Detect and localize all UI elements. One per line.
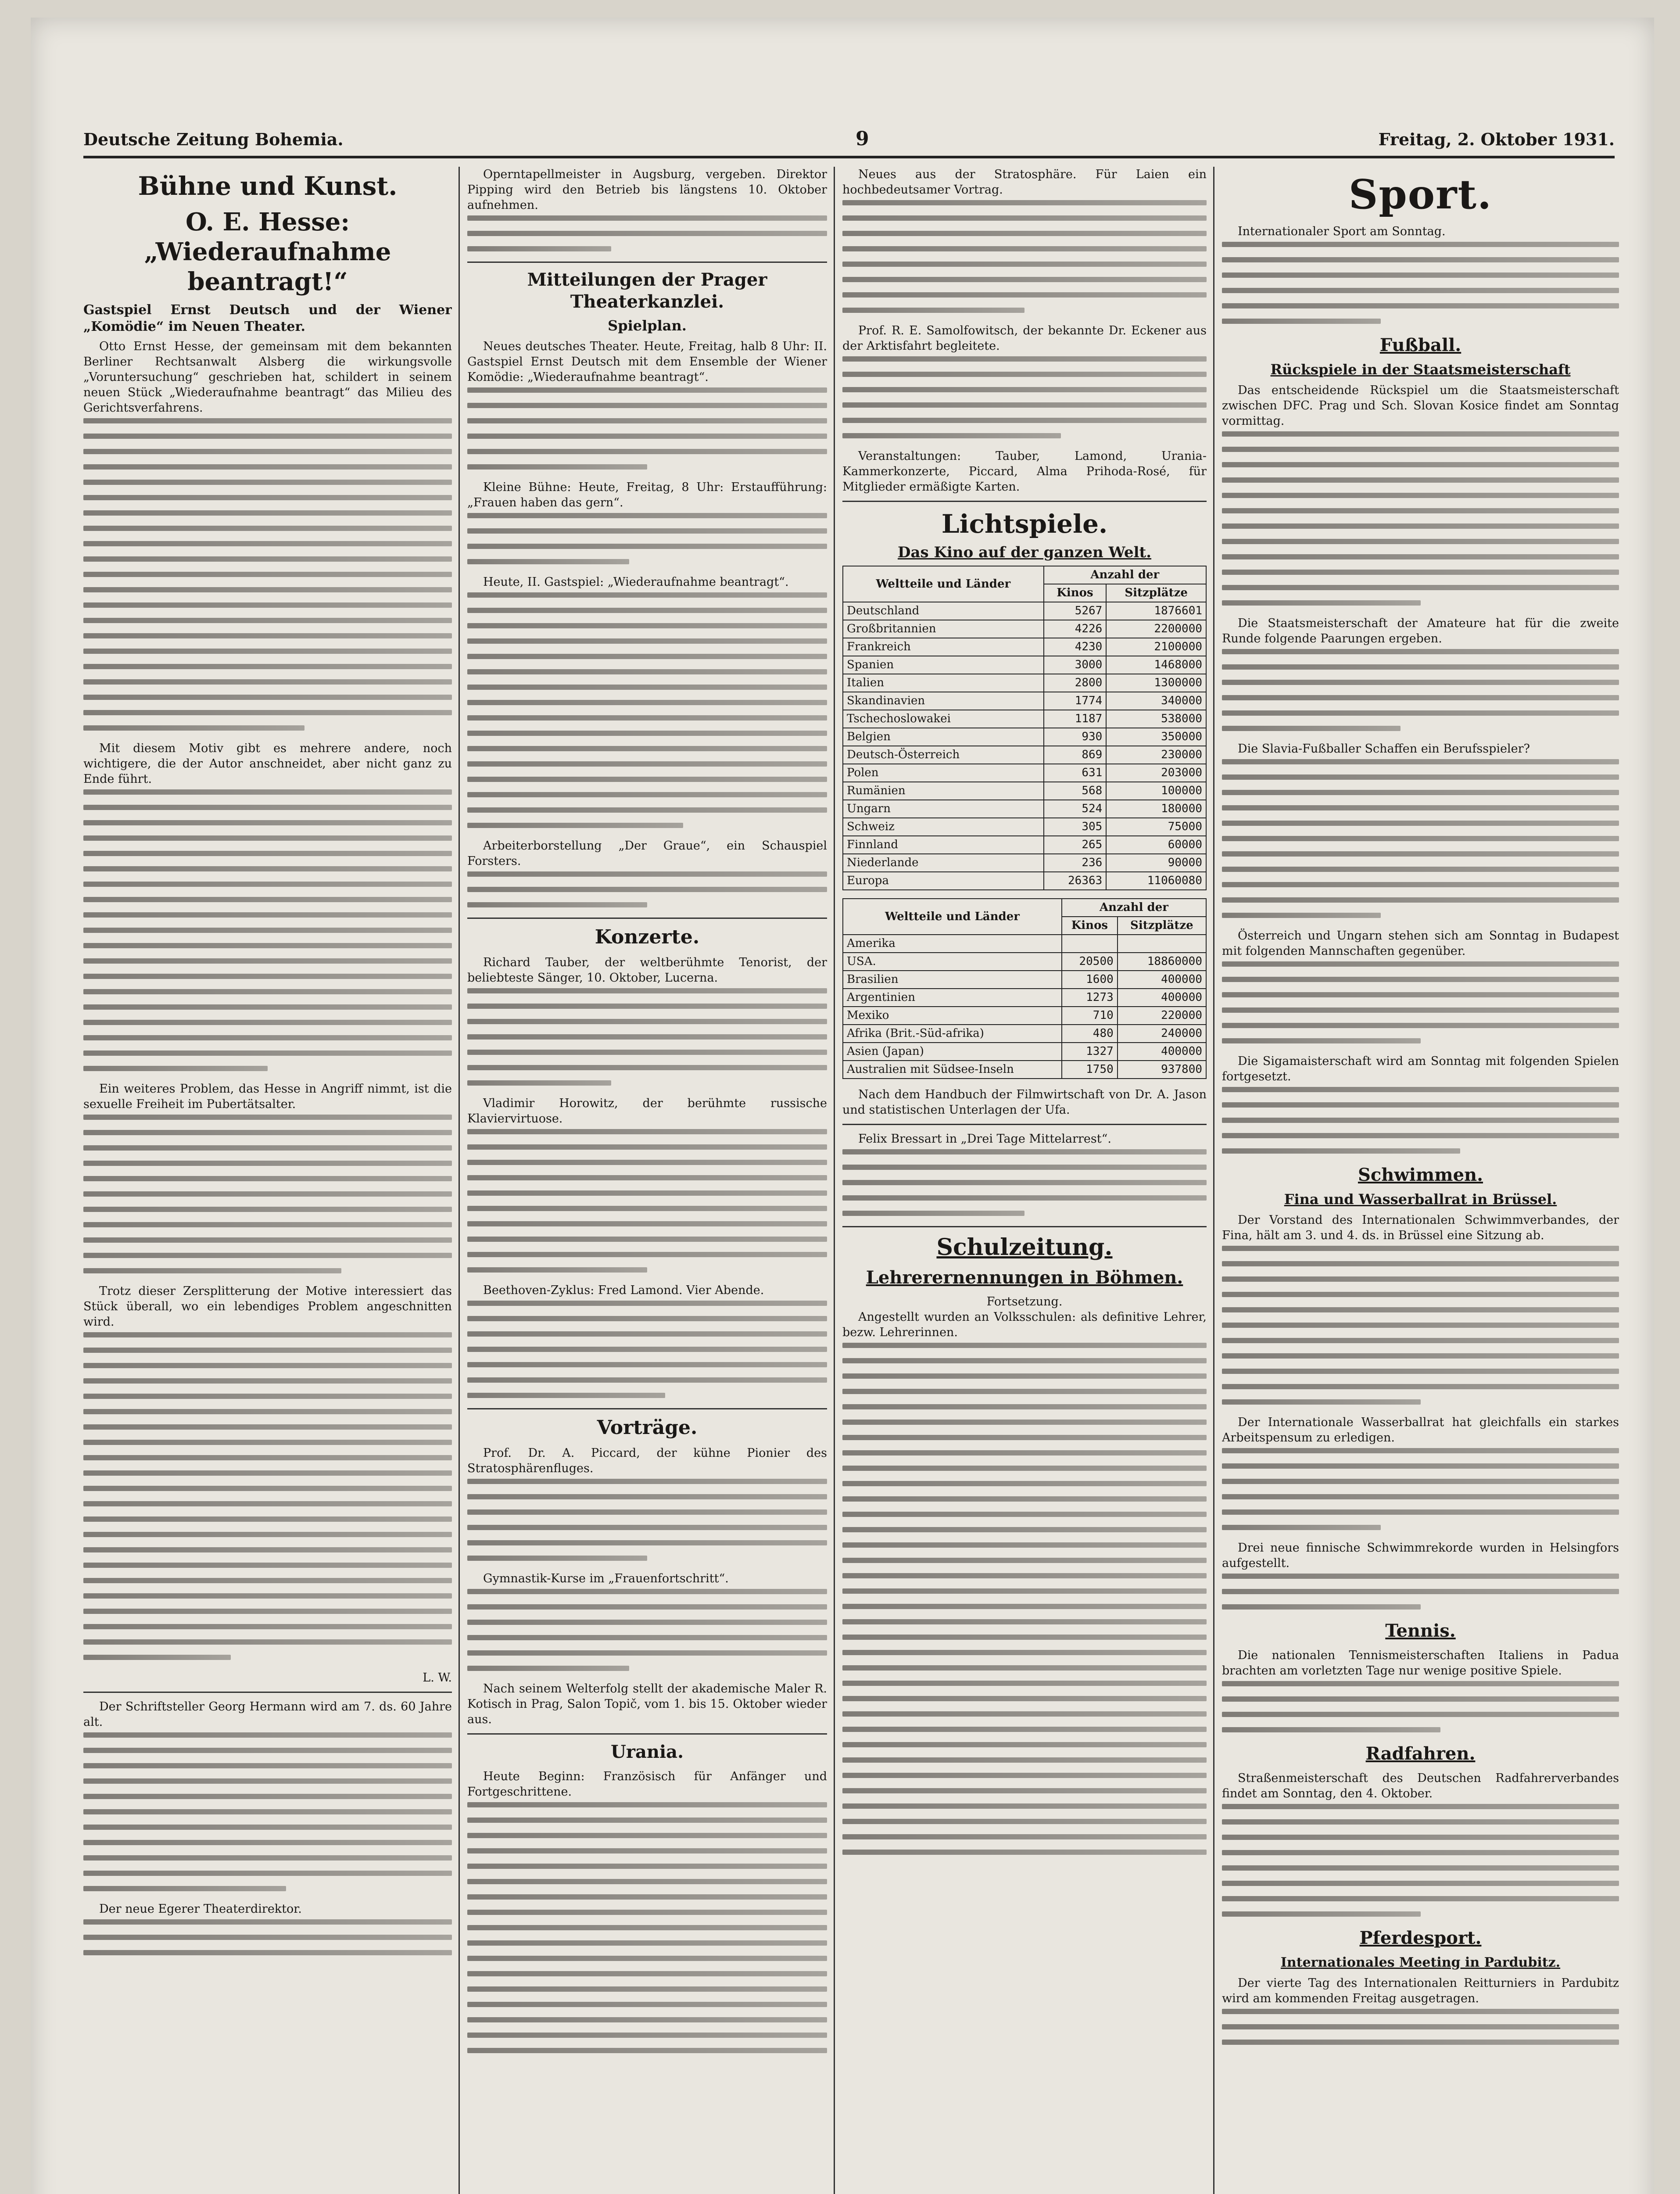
- subheading-schwimmen: Schwimmen.: [1358, 1165, 1483, 1185]
- table-row: [843, 935, 1206, 953]
- news-item: Angestellt wurden an Volksschulen: als definitive Lehrer, bezw. Lehrerinnen.: [842, 1310, 1207, 1339]
- divider: [467, 1408, 827, 1409]
- illegible-text-block: [1222, 242, 1619, 324]
- seats-cell: 1300000: [1106, 674, 1206, 692]
- section-heading-urania: Urania.: [611, 1742, 684, 1762]
- country-cell: Großbritannien: [843, 620, 1044, 638]
- cinemas-cell: 4230: [1044, 638, 1107, 656]
- cinemas-cell: 236: [1044, 854, 1107, 872]
- table-row: [843, 989, 1206, 1007]
- concert-item: Vladimir Horowitz, der berühmte russische Klaviervirtuose.: [467, 1097, 827, 1126]
- illegible-text-block: [83, 1332, 452, 1660]
- seats-cell: 90000: [1106, 854, 1206, 872]
- divider: [467, 1733, 827, 1735]
- table-row: [843, 620, 1206, 638]
- table-row: [843, 1007, 1206, 1025]
- news-item: Prof. R. E. Samolfowitsch, der bekannte Dr. Eckener aus der Arktisfahrt begleitete.: [842, 324, 1207, 353]
- divider: [842, 1124, 1207, 1125]
- table-header: Kinos: [1044, 584, 1107, 602]
- column-3: [842, 167, 1207, 2194]
- divider: [467, 262, 827, 263]
- cinemas-cell: 1600: [1062, 971, 1118, 989]
- table-row: [843, 800, 1206, 818]
- table-row: [843, 818, 1206, 836]
- table-header: Anzahl der: [1044, 566, 1206, 584]
- cinemas-cell: 1774: [1044, 692, 1107, 710]
- illegible-text-block: [467, 1301, 827, 1398]
- lecture-item: Nach seinem Welterfolg stellt der akademische Maler R. Kotisch in Prag, Salon Topič, vom 1. bis 15. Oktober wieder aus.: [467, 1682, 827, 1726]
- illegible-text-block: [467, 592, 827, 828]
- table-header: Weltteile und Länder: [843, 566, 1044, 602]
- article-subtitle: Gastspiel Ernst Deutsch und der Wiener „Komödie“ im Neuen Theater.: [83, 302, 452, 334]
- section-heading-vortraege: Vorträge.: [597, 1416, 698, 1439]
- section-heading-schulzeitung: Schulzeitung.: [936, 1234, 1113, 1261]
- column-2: [467, 167, 827, 2194]
- news-item: Drei neue finnische Schwimmrekorde wurden in Helsingfors aufgestellt.: [1222, 1541, 1619, 1570]
- table-header: Anzahl der: [1062, 899, 1206, 917]
- illegible-text-block: [1222, 1804, 1619, 1917]
- illegible-text-block: [467, 1589, 827, 1671]
- subheading-fussball: Fußball.: [1379, 335, 1461, 355]
- table-header: Weltteile und Länder: [843, 899, 1062, 935]
- seats-cell: 1468000: [1106, 656, 1206, 674]
- article-paragraph: Ein weiteres Problem, das Hesse in Angriff nimmt, ist die sexuelle Freiheit im Pubertätsalter.: [83, 1082, 452, 1111]
- illegible-text-block: [1222, 1574, 1619, 1610]
- continuation-note: Fortsetzung.: [986, 1295, 1063, 1309]
- news-item: Das entscheidende Rückspiel um die Staatsmeisterschaft zwischen DFC. Prag und Sch. Slovan Kosice findet am Sonntag vormittag.: [1222, 384, 1619, 428]
- cinemas-cell: 480: [1062, 1025, 1118, 1043]
- illegible-text-block: [842, 356, 1207, 438]
- illegible-text-block: [83, 1732, 452, 1891]
- seats-cell: 220000: [1118, 1007, 1206, 1025]
- news-item: Österreich und Ungarn stehen sich am Sonntag in Budapest mit folgenden Mannschaften gegenüber.: [1222, 929, 1619, 958]
- issue-date: Freitag, 2. Oktober 1931.: [1378, 129, 1615, 149]
- newspaper-page: [31, 18, 1654, 2194]
- news-item: Der Internationale Wasserballrat hat gleichfalls ein starkes Arbeitspensum zu erledigen.: [1222, 1416, 1619, 1445]
- column-1: [83, 167, 452, 2194]
- running-header: [83, 125, 1615, 158]
- country-cell: Frankreich: [843, 638, 1044, 656]
- seats-cell: 60000: [1106, 836, 1206, 854]
- illegible-text-block: [1222, 649, 1619, 731]
- illegible-text-block: [83, 1115, 452, 1273]
- illegible-text-block: [467, 387, 827, 470]
- illegible-text-block: [1222, 759, 1619, 918]
- illegible-text-block: [1222, 1681, 1619, 1732]
- country-cell: Deutschland: [843, 602, 1044, 620]
- news-item: Straßenmeisterschaft des Deutschen Radfahrerverbandes findet am Sonntag, den 4. Oktober.: [1222, 1771, 1619, 1800]
- illegible-text-block: [467, 1802, 827, 2053]
- table-row: [843, 1025, 1206, 1043]
- seats-cell: 230000: [1106, 746, 1206, 764]
- news-item: Der vierte Tag des Internationalen Reitturniers in Pardubitz wird am kommenden Freitag ausgetragen.: [1222, 1976, 1619, 2005]
- concert-item: Beethoven-Zyklus: Fred Lamond. Vier Abende.: [483, 1283, 764, 1297]
- subheading-spielplan: Spielplan.: [608, 317, 687, 334]
- cinemas-cell: 869: [1044, 746, 1107, 764]
- country-cell: Brasilien: [843, 971, 1062, 989]
- table-row: [843, 971, 1206, 989]
- seats-cell: 75000: [1106, 818, 1206, 836]
- subheading-tennis: Tennis.: [1385, 1620, 1456, 1641]
- country-cell: Italien: [843, 674, 1044, 692]
- cinemas-cell: 3000: [1044, 656, 1107, 674]
- illegible-text-block: [1222, 2009, 1619, 2045]
- article-paragraph: Mit diesem Motiv gibt es mehrere andere, noch wichtigere, die der Autor anschneidet, aber nicht ganz zu Ende führt.: [83, 742, 452, 786]
- table-row: [843, 836, 1206, 854]
- article-signature: L. W.: [423, 1671, 452, 1685]
- program-item: Arbeiterborstellung „Der Graue“, ein Schauspiel Forsters.: [467, 839, 827, 868]
- cinemas-cell: 265: [1044, 836, 1107, 854]
- country-cell: USA.: [843, 953, 1062, 971]
- news-item: Die Slavia-Fußballer Schaffen ein Berufsspieler?: [1238, 742, 1530, 756]
- table-row: [843, 1061, 1206, 1079]
- table-row: [843, 710, 1206, 728]
- country-cell: Schweiz: [843, 818, 1044, 836]
- subheading-meeting: Internationales Meeting in Pardubitz.: [1280, 1955, 1561, 1970]
- table-row: [843, 854, 1206, 872]
- cinemas-cell: 5267: [1044, 602, 1107, 620]
- illegible-text-block: [467, 871, 827, 907]
- table-row: [843, 692, 1206, 710]
- news-item: Die Sigamaisterschaft wird am Sonntag mit folgenden Spielen fortgesetzt.: [1222, 1054, 1619, 1083]
- illegible-text-block: [467, 215, 827, 251]
- news-item: Die nationalen Tennismeisterschaften Italiens in Padua brachten am vorletzten Tage nur wenige positive Spiele.: [1222, 1649, 1619, 1678]
- news-item: Internationaler Sport am Sonntag.: [1238, 225, 1446, 238]
- article-paragraph: Otto Ernst Hesse, der gemeinsam mit dem bekannten Berliner Rechtsanwalt Alsberg die wirkungsvolle „Voruntersuchung“ geschrieben hat, schildert in seinem neuen Stück „Wiederaufnahme beantragt“ das Milieu des Gerichtsverfahrens.: [83, 340, 452, 415]
- illegible-text-block: [467, 1479, 827, 1561]
- country-cell: Niederlande: [843, 854, 1044, 872]
- divider: [83, 1692, 452, 1693]
- country-cell: Amerika: [843, 935, 1062, 953]
- cinemas-cell: 710: [1062, 1007, 1118, 1025]
- seats-cell: 18860000: [1118, 953, 1206, 971]
- table-row: [843, 764, 1206, 782]
- country-cell: Mexiko: [843, 1007, 1062, 1025]
- seats-cell: 1876601: [1106, 602, 1206, 620]
- news-item: Veranstaltungen: Tauber, Lamond, Urania-Kammerkonzerte, Piccard, Alma Prihoda-Rosé, für Mitglieder ermäßigte Karten.: [842, 449, 1207, 494]
- cinema-table-europe: [842, 566, 1207, 890]
- country-cell: Deutsch-Österreich: [843, 746, 1044, 764]
- country-cell: Australien mit Südsee-Inseln: [843, 1061, 1062, 1079]
- program-item: Neues deutsches Theater. Heute, Freitag, halb 8 Uhr: II. Gastspiel Ernst Deutsch mit dem Ensemble der Wiener Komödie: „Wiederaufnahme beantragt“.: [467, 340, 827, 384]
- article-paragraph: Trotz dieser Zersplitterung der Motive interessiert das Stück überall, wo ein lebendiges Problem angeschnitten wird.: [83, 1284, 452, 1329]
- subheading-fina: Fina und Wasserballrat in Brüssel.: [1284, 1191, 1557, 1208]
- cinemas-cell: [1062, 935, 1118, 953]
- table-row: [843, 728, 1206, 746]
- table-title: Das Kino auf der ganzen Welt.: [897, 544, 1152, 561]
- cinemas-cell: 4226: [1044, 620, 1107, 638]
- subheading-lehrerernennungen: Lehrerernennungen in Böhmen.: [866, 1267, 1183, 1288]
- seats-cell: 400000: [1118, 989, 1206, 1007]
- seats-cell: [1118, 935, 1206, 953]
- section-heading-theaterkanzlei: Mitteilungen der Prager Theaterkanzlei.: [527, 269, 767, 312]
- country-cell: Europa: [843, 872, 1044, 890]
- seats-cell: 400000: [1118, 1043, 1206, 1061]
- country-cell: Finnland: [843, 836, 1044, 854]
- country-cell: Polen: [843, 764, 1044, 782]
- subheading-radfahren: Radfahren.: [1365, 1743, 1476, 1764]
- illegible-text-block: [83, 418, 452, 731]
- table-header: Sitzplätze: [1118, 917, 1206, 935]
- table-row: [843, 1043, 1206, 1061]
- column-divider: [834, 167, 835, 2194]
- illegible-text-block: [842, 1149, 1207, 1216]
- table-source-note: Nach dem Handbuch der Filmwirtschaft von Dr. A. Jason und statistischen Unterlagen der Ufa.: [842, 1088, 1207, 1117]
- table-header: Kinos: [1062, 917, 1118, 935]
- seats-cell: 240000: [1118, 1025, 1206, 1043]
- seats-cell: 2200000: [1106, 620, 1206, 638]
- table-row: [843, 602, 1206, 620]
- news-item: Neues aus der Stratosphäre. Für Laien ein hochbedeutsamer Vortrag.: [842, 168, 1207, 197]
- illegible-text-block: [83, 1919, 452, 1955]
- illegible-text-block: [467, 1129, 827, 1273]
- seats-cell: 400000: [1118, 971, 1206, 989]
- news-item: Operntapellmeister in Augsburg, vergeben. Direktor Pipping wird den Betrieb bis längstens 10. Oktober aufnehmen.: [467, 168, 827, 212]
- table-row: [843, 782, 1206, 800]
- country-cell: Asien (Japan): [843, 1043, 1062, 1061]
- country-cell: Rumänien: [843, 782, 1044, 800]
- seats-cell: 340000: [1106, 692, 1206, 710]
- program-item: Heute, II. Gastspiel: „Wiederaufnahme beantragt“.: [483, 575, 789, 589]
- country-cell: Ungarn: [843, 800, 1044, 818]
- table-row: [843, 872, 1206, 890]
- seats-cell: 180000: [1106, 800, 1206, 818]
- seats-cell: 100000: [1106, 782, 1206, 800]
- illegible-text-block: [1222, 431, 1619, 606]
- cinemas-cell: 1750: [1062, 1061, 1118, 1079]
- cinemas-cell: 26363: [1044, 872, 1107, 890]
- news-item: Der neue Egerer Theaterdirektor.: [99, 1902, 302, 1916]
- country-cell: Afrika (Brit.-Süd-afrika): [843, 1025, 1062, 1043]
- table-row: [843, 638, 1206, 656]
- divider: [467, 918, 827, 919]
- table-row: [843, 674, 1206, 692]
- cinemas-cell: 1273: [1062, 989, 1118, 1007]
- illegible-text-block: [1222, 1087, 1619, 1154]
- country-cell: Belgien: [843, 728, 1044, 746]
- cinemas-cell: 20500: [1062, 953, 1118, 971]
- country-cell: Spanien: [843, 656, 1044, 674]
- illegible-text-block: [1222, 1448, 1619, 1530]
- table-row: [843, 746, 1206, 764]
- cinemas-cell: 568: [1044, 782, 1107, 800]
- seats-cell: 2100000: [1106, 638, 1206, 656]
- subheading-rueckspiele: Rückspiele in der Staatsmeisterschaft: [1270, 361, 1571, 378]
- seats-cell: 11060080: [1106, 872, 1206, 890]
- table-row: [843, 953, 1206, 971]
- cinemas-cell: 1327: [1062, 1043, 1118, 1061]
- country-cell: Skandinavien: [843, 692, 1044, 710]
- program-item: Kleine Bühne: Heute, Freitag, 8 Uhr: Erstaufführung: „Frauen haben das gern“.: [467, 480, 827, 509]
- cinemas-cell: 631: [1044, 764, 1107, 782]
- lecture-item: Gymnastik-Kurse im „Frauenfortschritt“.: [483, 1572, 729, 1585]
- news-item: Die Staatsmeisterschaft der Amateure hat für die zweite Runde folgende Paarungen ergeben.: [1222, 617, 1619, 645]
- illegible-text-block: [842, 1343, 1207, 1855]
- column-4: [1222, 167, 1619, 2194]
- seats-cell: 350000: [1106, 728, 1206, 746]
- news-item: Der Schriftsteller Georg Hermann wird am 7. ds. 60 Jahre alt.: [83, 1700, 452, 1729]
- country-cell: Argentinien: [843, 989, 1062, 1007]
- divider: [842, 501, 1207, 502]
- column-divider: [459, 167, 460, 2194]
- concert-item: Richard Tauber, der weltberühmte Tenorist, der beliebteste Sänger, 10. Oktober, Lucerna.: [467, 956, 827, 985]
- illegible-text-block: [1222, 961, 1619, 1043]
- country-cell: Tschechoslowakei: [843, 710, 1044, 728]
- divider: [842, 1226, 1207, 1227]
- illegible-text-block: [467, 988, 827, 1086]
- section-heading-sport: Sport.: [1348, 171, 1493, 218]
- seats-cell: 538000: [1106, 710, 1206, 728]
- cinema-table-world: [842, 898, 1207, 1079]
- section-heading-konzerte: Konzerte.: [595, 926, 700, 948]
- illegible-text-block: [83, 789, 452, 1071]
- cinemas-cell: 1187: [1044, 710, 1107, 728]
- section-heading-buehne: Bühne und Kunst.: [138, 171, 398, 201]
- cinemas-cell: 305: [1044, 818, 1107, 836]
- cinemas-cell: 524: [1044, 800, 1107, 818]
- news-item: Felix Bressart in „Drei Tage Mittelarrest“.: [858, 1132, 1111, 1146]
- table-row: [843, 656, 1206, 674]
- illegible-text-block: [467, 513, 827, 564]
- urania-item: Heute Beginn: Französisch für Anfänger und Fortgeschrittene.: [467, 1770, 827, 1799]
- illegible-text-block: [1222, 1246, 1619, 1405]
- seats-cell: 203000: [1106, 764, 1206, 782]
- article-title: O. E. Hesse: „Wiederaufnahme beantragt!“: [144, 208, 391, 296]
- illegible-text-block: [842, 200, 1207, 313]
- section-heading-lichtspiele: Lichtspiele.: [941, 509, 1108, 539]
- seats-cell: 937800: [1118, 1061, 1206, 1079]
- cinemas-cell: 930: [1044, 728, 1107, 746]
- page-number: 9: [856, 128, 869, 150]
- masthead-name: Deutsche Zeitung Bohemia.: [83, 129, 344, 149]
- lecture-item: Prof. Dr. A. Piccard, der kühne Pionier des Stratosphärenfluges.: [467, 1446, 827, 1475]
- news-item: Der Vorstand des Internationalen Schwimmverbandes, der Fina, hält am 3. und 4. ds. in Brüssel eine Sitzung ab.: [1222, 1213, 1619, 1242]
- column-divider: [1213, 167, 1214, 2194]
- table-header: Sitzplätze: [1106, 584, 1206, 602]
- cinemas-cell: 2800: [1044, 674, 1107, 692]
- subheading-pferdesport: Pferdesport.: [1359, 1928, 1482, 1948]
